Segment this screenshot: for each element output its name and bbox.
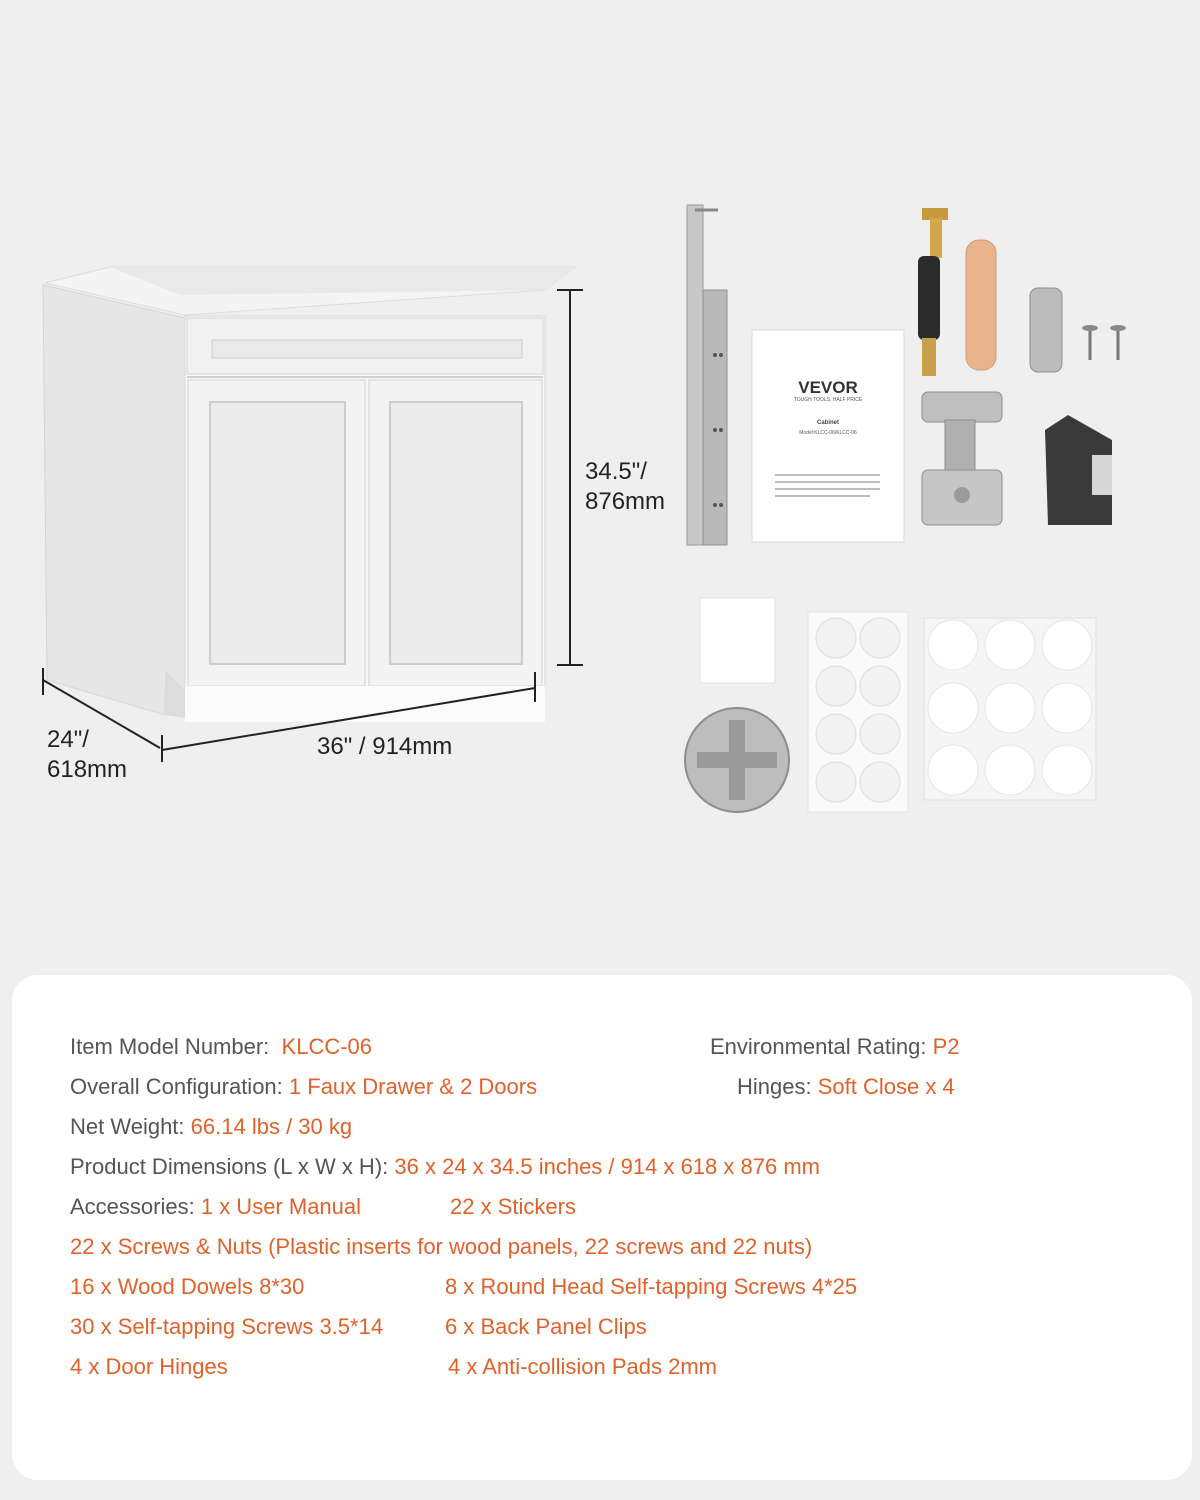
spec-dimensions: Product Dimensions (L x W x H): 36 x 24 x 34.5 inches / 914 x 618 x 876 mm bbox=[70, 1154, 820, 1179]
height-dimension-mm: 876mm bbox=[585, 488, 666, 515]
accessory-anti-collision-pads: 4 x Anti-collision Pads 2mm bbox=[448, 1354, 717, 1379]
door-hinge-icon bbox=[922, 392, 1002, 525]
spec-hinges: Hinges: Soft Close x 4 bbox=[737, 1074, 955, 1099]
depth-dimension-in: 24"/ bbox=[47, 726, 89, 753]
sticker-square-icon bbox=[700, 598, 775, 683]
manual-title: Cabinet bbox=[816, 420, 839, 426]
accessory-wood-dowels: 16 x Wood Dowels 8*30 bbox=[70, 1274, 305, 1299]
accessory-back-panel-clips: 6 x Back Panel Clips bbox=[445, 1314, 647, 1339]
drawer-slide-icon bbox=[687, 205, 727, 545]
specifications-card bbox=[12, 975, 1192, 1480]
wood-dowel-icon bbox=[966, 240, 996, 370]
screw-icon bbox=[1082, 325, 1126, 360]
manual-brand: VEVOR bbox=[798, 378, 858, 397]
accessory-stickers: 22 x Stickers bbox=[450, 1194, 576, 1219]
spec-environmental-rating: Environmental Rating: P2 bbox=[710, 1034, 960, 1059]
back-panel-clip-icon bbox=[1045, 415, 1112, 525]
spec-accessories: Accessories: 1 x User Manual bbox=[70, 1194, 362, 1219]
accessory-self-tapping-screws: 30 x Self-tapping Screws 3.5*14 bbox=[70, 1314, 384, 1339]
user-manual-icon bbox=[752, 330, 904, 542]
spec-net-weight: Net Weight: 66.14 lbs / 30 kg bbox=[70, 1114, 353, 1139]
cam-bolt-icon bbox=[918, 208, 948, 376]
depth-dimension-mm: 618mm bbox=[47, 756, 128, 783]
spec-model: Item Model Number: KLCC-06 bbox=[70, 1034, 373, 1059]
accessory-screws-nuts: 22 x Screws & Nuts (Plastic inserts for wood panels, 22 screws and 22 nuts) bbox=[70, 1234, 813, 1259]
accessory-door-hinges: 4 x Door Hinges bbox=[70, 1354, 228, 1379]
height-dimension-in: 34.5"/ bbox=[585, 458, 647, 485]
metal-connector-icon bbox=[1030, 288, 1062, 372]
cam-lock-disc-icon bbox=[685, 708, 789, 812]
accessory-round-head-screws: 8 x Round Head Self-tapping Screws 4*25 bbox=[445, 1274, 858, 1299]
manual-model: Model:KLCC-06/KLCC-06 bbox=[799, 430, 857, 436]
manual-tagline: TOUGH TOOLS, HALF PRICE bbox=[793, 397, 863, 403]
width-dimension: 36" / 914mm bbox=[317, 733, 453, 760]
spec-configuration: Overall Configuration: 1 Faux Drawer & 2 Doors bbox=[70, 1074, 538, 1099]
stickers-sheet-icon bbox=[924, 618, 1096, 800]
anti-collision-pads-icon bbox=[808, 612, 908, 812]
